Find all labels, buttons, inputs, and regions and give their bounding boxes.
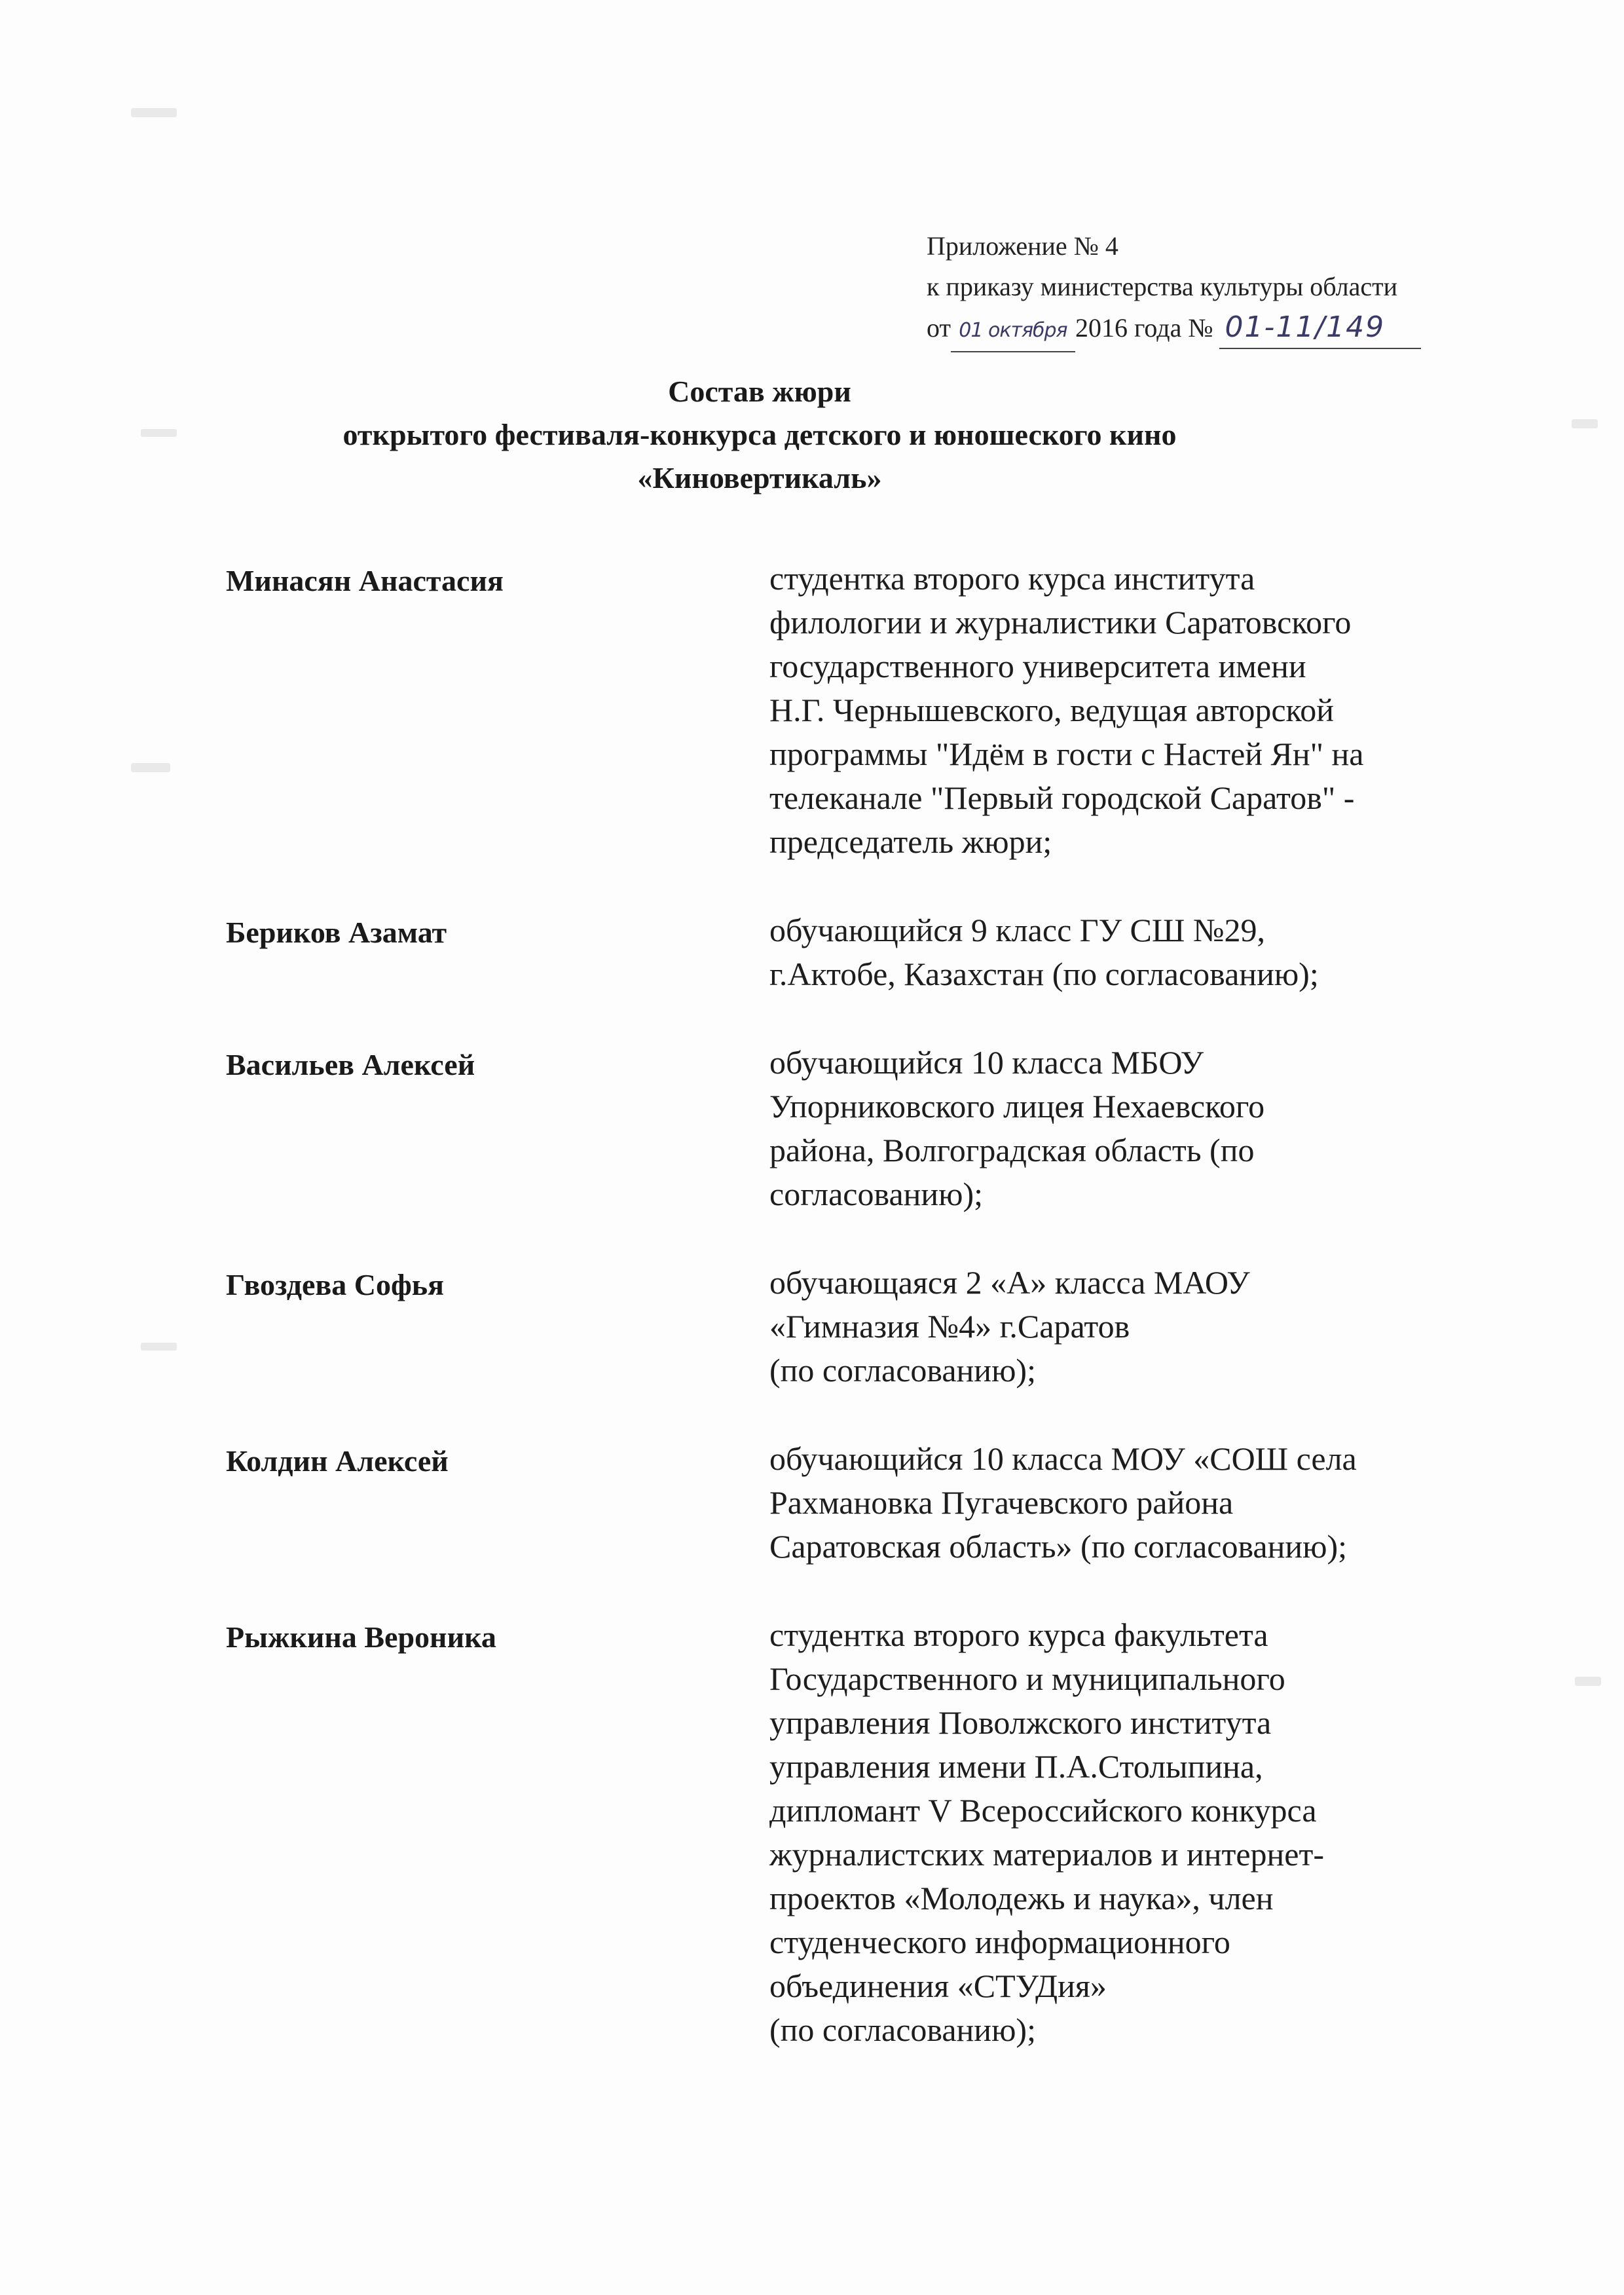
- scan-mark: [131, 763, 170, 772]
- scan-mark: [131, 108, 177, 117]
- member-name: Гвоздева Софья: [226, 1268, 444, 1301]
- member-description-line: программы "Идём в гости с Настей Ян" на: [769, 736, 1364, 772]
- member-description-line: председатель жюри;: [769, 823, 1052, 860]
- handwritten-order-number: 01-11/149: [1219, 307, 1421, 349]
- member-description-line: студенческого информационного: [769, 1924, 1230, 1960]
- member-description-line: «Гимназия №4» г.Саратов: [769, 1308, 1130, 1345]
- jury-member: [226, 1041, 1522, 1216]
- appendix-header: [927, 226, 1516, 352]
- member-description-line: Упорниковского лицея Нехаевского: [769, 1088, 1265, 1125]
- member-description-line: Рахмановка Пугачевского района: [769, 1484, 1234, 1521]
- jury-member: [226, 557, 1522, 864]
- member-name: Рыжкина Вероника: [226, 1620, 496, 1654]
- title-line-3: «Киновертикаль»: [637, 461, 882, 494]
- scan-mark: [1575, 1677, 1601, 1686]
- member-description-line: управления Поволжского института: [769, 1704, 1272, 1741]
- jury-member: [226, 1261, 1522, 1392]
- title-line-2: открытого фестиваля-конкурса детского и юношеского кино: [342, 418, 1177, 451]
- member-name: Колдин Алексей: [226, 1444, 449, 1478]
- member-description: [769, 1613, 1522, 2052]
- member-description-line: Саратовская область» (по согласованию);: [769, 1528, 1348, 1565]
- member-description-line: управления имени П.А.Столыпина,: [769, 1748, 1263, 1785]
- jury-member: [226, 1613, 1522, 2052]
- member-description-line: согласованию);: [769, 1176, 984, 1212]
- date-prefix: от: [927, 313, 951, 343]
- member-description-line: Государственного и муниципального: [769, 1660, 1285, 1697]
- member-description-line: журналистских материалов и интернет-: [769, 1836, 1324, 1873]
- member-description-line: обучающийся 9 класс ГУ СШ №29,: [769, 912, 1266, 948]
- year-and-number-label: 2016 года №: [1075, 313, 1213, 343]
- document-title: [131, 370, 1388, 500]
- member-name: Васильев Алексей: [226, 1048, 475, 1081]
- member-description-line: телеканале "Первый городской Саратов" -: [769, 779, 1355, 816]
- member-description: [769, 1437, 1522, 1569]
- member-description-line: дипломант V Всероссийского конкурса: [769, 1792, 1317, 1829]
- scan-mark: [141, 1343, 177, 1351]
- appendix-number: Приложение № 4: [927, 231, 1118, 261]
- member-description-line: проектов «Молодежь и наука», член: [769, 1880, 1274, 1916]
- member-description-line: района, Волгоградская область (по: [769, 1132, 1255, 1168]
- handwritten-date: 01 октября: [951, 310, 1075, 352]
- member-description: [769, 557, 1522, 864]
- jury-member: [226, 908, 1522, 996]
- member-description-line: филологии и журналистики Саратовского: [769, 604, 1352, 641]
- member-name: Минасян Анастасия: [226, 564, 504, 597]
- member-name: Бериков Азамат: [226, 916, 447, 949]
- member-description-line: Н.Г. Чернышевского, ведущая авторской: [769, 692, 1335, 728]
- member-description-line: (по согласованию);: [769, 1352, 1036, 1389]
- member-description-line: объединения «СТУДия»: [769, 1968, 1107, 2004]
- member-description: [769, 1261, 1522, 1392]
- member-description-line: г.Актобе, Казахстан (по согласованию);: [769, 956, 1319, 992]
- order-reference: к приказу министерства культуры области: [927, 272, 1397, 301]
- member-description-line: обучающийся 10 класса МОУ «СОШ села: [769, 1440, 1357, 1477]
- member-description-line: студентка второго курса факультета: [769, 1616, 1268, 1653]
- member-description-line: государственного университета имени: [769, 648, 1306, 684]
- member-description-line: обучающийся 10 класса МБОУ: [769, 1044, 1204, 1081]
- member-description: [769, 1041, 1522, 1216]
- scan-mark: [1572, 419, 1598, 428]
- member-description-line: студентка второго курса института: [769, 560, 1255, 597]
- member-description-line: (по согласованию);: [769, 2011, 1036, 2048]
- member-description-line: обучающаяся 2 «А» класса МАОУ: [769, 1264, 1250, 1301]
- member-description: [769, 908, 1522, 996]
- order-date-line: [927, 307, 1516, 352]
- jury-member: [226, 1437, 1522, 1569]
- title-line-1: Состав жюри: [668, 375, 851, 408]
- jury-members-list: [226, 557, 1522, 2097]
